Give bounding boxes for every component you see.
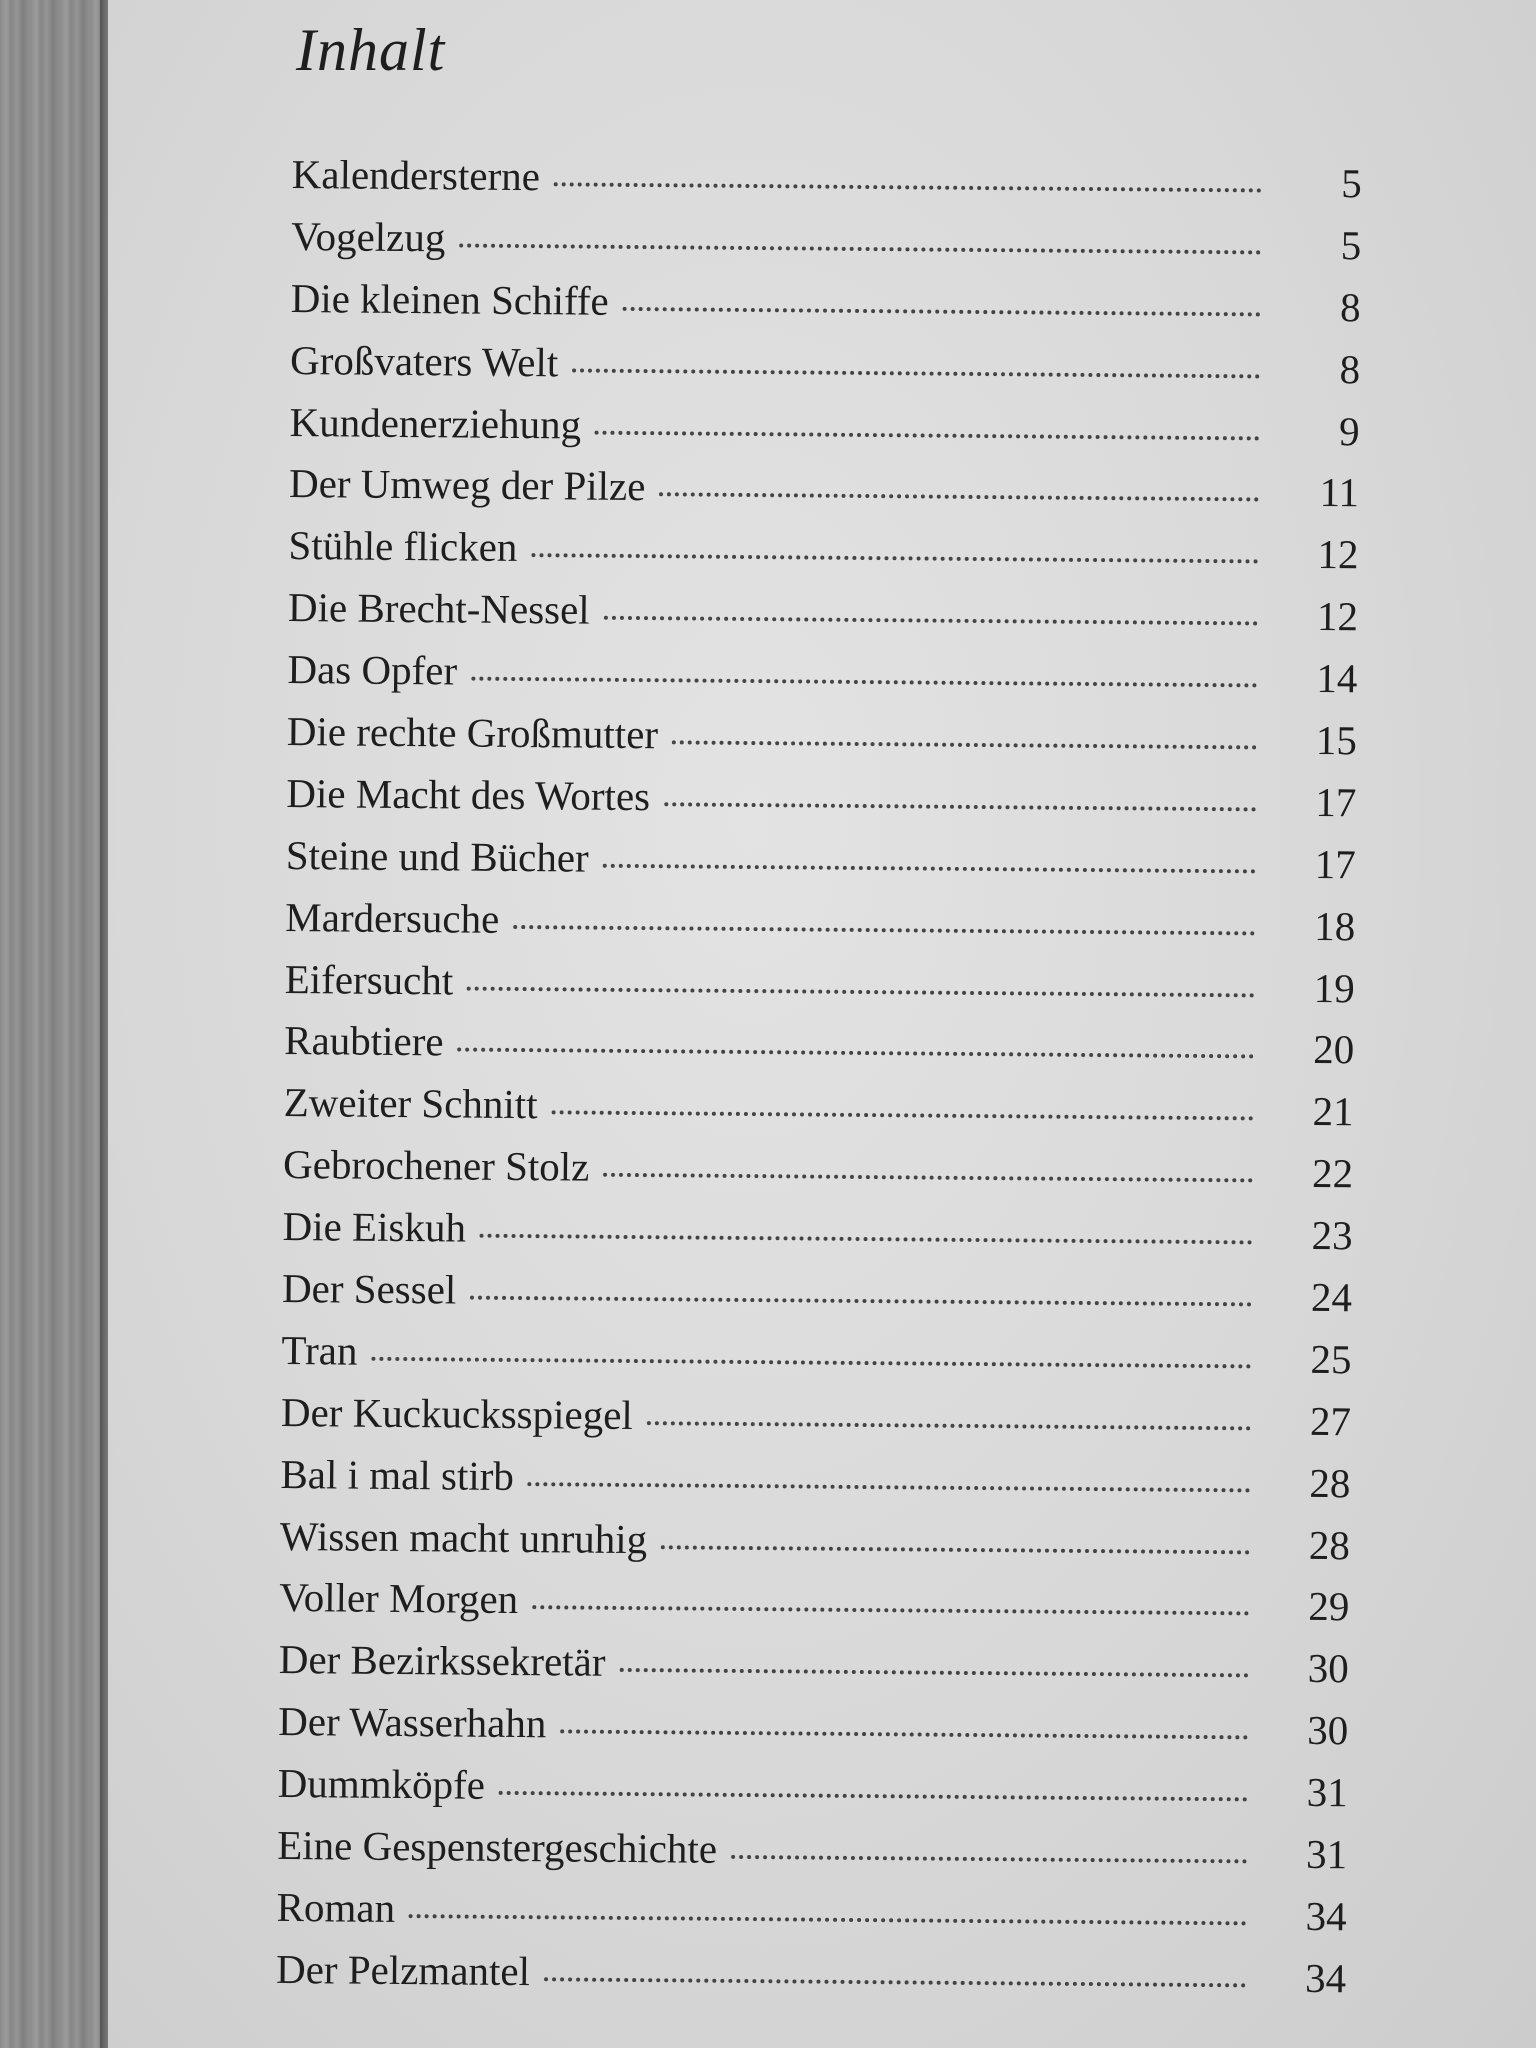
toc-entry — [289, 459, 1359, 530]
toc-entry-page-number: 17 — [1314, 840, 1357, 888]
toc-entry-title: Steine und Bücher — [285, 831, 589, 881]
toc-entry-page-number: 12 — [1317, 531, 1359, 578]
dot-leader — [659, 493, 1259, 502]
toc-entry — [276, 1945, 1346, 2016]
dot-leader — [459, 243, 1261, 254]
toc-entry-title: Voller Morgen — [279, 1574, 519, 1623]
toc-entry-page-number: 5 — [1340, 222, 1362, 269]
toc-entry — [279, 1573, 1349, 1644]
toc-entry — [286, 831, 1356, 902]
dot-leader — [528, 1482, 1251, 1492]
dot-leader — [731, 1855, 1247, 1864]
dot-leader — [371, 1357, 1251, 1369]
toc-entry — [291, 212, 1361, 283]
table-of-contents — [276, 150, 1362, 2016]
dot-leader — [572, 368, 1260, 378]
dot-leader — [554, 182, 1262, 192]
toc-entry-page-number: 28 — [1309, 1459, 1351, 1506]
toc-entry-title: Vogelzug — [291, 212, 446, 261]
toc-entry-page-number: 27 — [1309, 1397, 1352, 1445]
dot-leader — [409, 1914, 1247, 1925]
toc-entry-page-number: 12 — [1316, 593, 1359, 640]
dot-leader — [552, 1111, 1254, 1121]
dot-leader — [532, 1606, 1249, 1616]
toc-entry-page-number: 15 — [1315, 716, 1358, 764]
toc-entry-page-number: 14 — [1316, 655, 1358, 702]
toc-entry — [280, 1450, 1350, 1521]
toc-entry — [282, 1202, 1352, 1273]
toc-entry-page-number: 9 — [1338, 407, 1360, 454]
toc-entry-title: Großvaters Welt — [289, 336, 559, 386]
toc-entry — [287, 645, 1357, 716]
toc-entry — [287, 707, 1357, 778]
dot-leader — [664, 802, 1256, 811]
toc-entry-title: Der Wasserhahn — [278, 1698, 547, 1747]
toc-entry — [276, 1883, 1346, 1954]
toc-entry-title: Stühle flicken — [288, 522, 518, 571]
toc-entry-title: Kalendersterne — [291, 150, 541, 200]
toc-entry — [283, 1140, 1353, 1211]
toc-entry-page-number: 23 — [1311, 1212, 1353, 1259]
toc-entry-page-number: 8 — [1339, 345, 1361, 393]
dot-leader — [603, 1173, 1253, 1183]
dot-leader — [619, 1668, 1248, 1677]
toc-entry — [281, 1388, 1351, 1459]
dot-leader — [604, 616, 1258, 626]
dot-leader — [480, 1234, 1253, 1245]
dot-leader — [458, 1048, 1255, 1059]
toc-entry-page-number: 31 — [1306, 1769, 1348, 1816]
toc-entry-title: Der Sessel — [281, 1264, 457, 1313]
toc-entry-title: Zweiter Schnitt — [283, 1079, 538, 1128]
toc-entry-page-number: 20 — [1312, 1026, 1355, 1073]
toc-entry-page-number: 34 — [1305, 1892, 1347, 1940]
toc-entry-page-number: 30 — [1307, 1707, 1349, 1754]
toc-entry-title: Der Pelzmantel — [275, 1945, 531, 1994]
dot-leader — [672, 740, 1257, 749]
toc-entry — [277, 1821, 1347, 1892]
toc-entry — [289, 398, 1359, 469]
toc-entry-title: Mardersuche — [285, 893, 500, 942]
toc-entry — [281, 1326, 1351, 1397]
toc-entry-title: Wissen macht unruhig — [279, 1512, 648, 1562]
toc-entry-title: Raubtiere — [284, 1017, 444, 1065]
toc-entry-page-number: 5 — [1341, 160, 1362, 207]
toc-entry — [282, 1264, 1352, 1335]
toc-entry-title: Die Brecht-Nessel — [287, 584, 590, 633]
toc-entry-page-number: 19 — [1313, 964, 1355, 1011]
toc-entry — [286, 769, 1356, 840]
toc-entry-title: Die rechte Großmutter — [286, 707, 659, 758]
toc-entry — [285, 893, 1355, 964]
toc-entry-title: Gebrochener Stolz — [282, 1141, 590, 1190]
toc-entry-page-number: 30 — [1307, 1645, 1349, 1692]
toc-entry — [288, 583, 1358, 654]
toc-entry — [280, 1512, 1350, 1583]
toc-entry-title: Das Opfer — [287, 646, 458, 694]
toc-entry-page-number: 31 — [1305, 1830, 1348, 1878]
toc-entry-page-number: 22 — [1311, 1150, 1354, 1197]
toc-entry-page-number: 21 — [1312, 1088, 1354, 1135]
toc-entry-page-number: 18 — [1314, 902, 1356, 949]
toc-entry-title: Der Umweg der Pilze — [288, 460, 646, 510]
toc-entry-page-number: 28 — [1308, 1521, 1351, 1568]
dot-leader — [661, 1545, 1250, 1554]
toc-entry — [284, 955, 1354, 1026]
toc-entry-title: Tran — [281, 1326, 358, 1374]
toc-entry-title: Bal i mal stirb — [280, 1450, 515, 1499]
toc-entry-title: Eifersucht — [284, 955, 454, 1004]
toc-entry-title: Die Macht des Wortes — [286, 769, 651, 820]
wooden-surface — [0, 0, 106, 2048]
dot-leader — [467, 986, 1255, 997]
toc-entry — [290, 274, 1360, 345]
toc-entry-title: Die Eiskuh — [282, 1203, 467, 1251]
toc-entry — [288, 521, 1358, 592]
dot-leader — [471, 677, 1257, 688]
toc-entry — [277, 1759, 1347, 1830]
toc-entry — [278, 1635, 1348, 1706]
dot-leader — [647, 1421, 1251, 1430]
toc-entry-title: Kundenerziehung — [289, 398, 582, 448]
dot-leader — [513, 925, 1255, 935]
toc-entry — [290, 336, 1360, 407]
page-title: Inhalt — [296, 17, 446, 83]
toc-entry-page-number: 24 — [1310, 1273, 1353, 1321]
dot-leader — [595, 430, 1260, 440]
toc-entry-page-number: 25 — [1310, 1335, 1352, 1383]
toc-entry-title: Die kleinen Schiffe — [290, 274, 609, 324]
toc-entry-title: Der Kuckucksspiegel — [280, 1388, 633, 1438]
toc-entry-title: Dummköpfe — [277, 1760, 486, 1808]
toc-entry-page-number: 8 — [1339, 283, 1361, 331]
toc-entry-page-number: 17 — [1315, 778, 1357, 826]
dot-leader — [544, 1977, 1246, 1987]
dot-leader — [603, 864, 1256, 874]
toc-entry — [291, 150, 1361, 221]
dot-leader — [560, 1730, 1248, 1740]
toc-entry-page-number: 29 — [1308, 1583, 1350, 1630]
dot-leader — [623, 307, 1261, 317]
toc-entry — [278, 1697, 1348, 1768]
dot-leader — [531, 553, 1258, 563]
toc-entry — [284, 1016, 1354, 1087]
dot-leader — [470, 1296, 1252, 1307]
toc-entry-title: Der Bezirkssekretär — [278, 1636, 606, 1686]
toc-entry-page-number: 11 — [1319, 469, 1360, 516]
toc-entry — [283, 1078, 1353, 1149]
toc-entry-title: Roman — [276, 1883, 396, 1931]
toc-entry-page-number: 34 — [1304, 1954, 1347, 2002]
dot-leader — [499, 1791, 1248, 1802]
toc-entry-title: Eine Gespenstergeschichte — [277, 1821, 718, 1872]
